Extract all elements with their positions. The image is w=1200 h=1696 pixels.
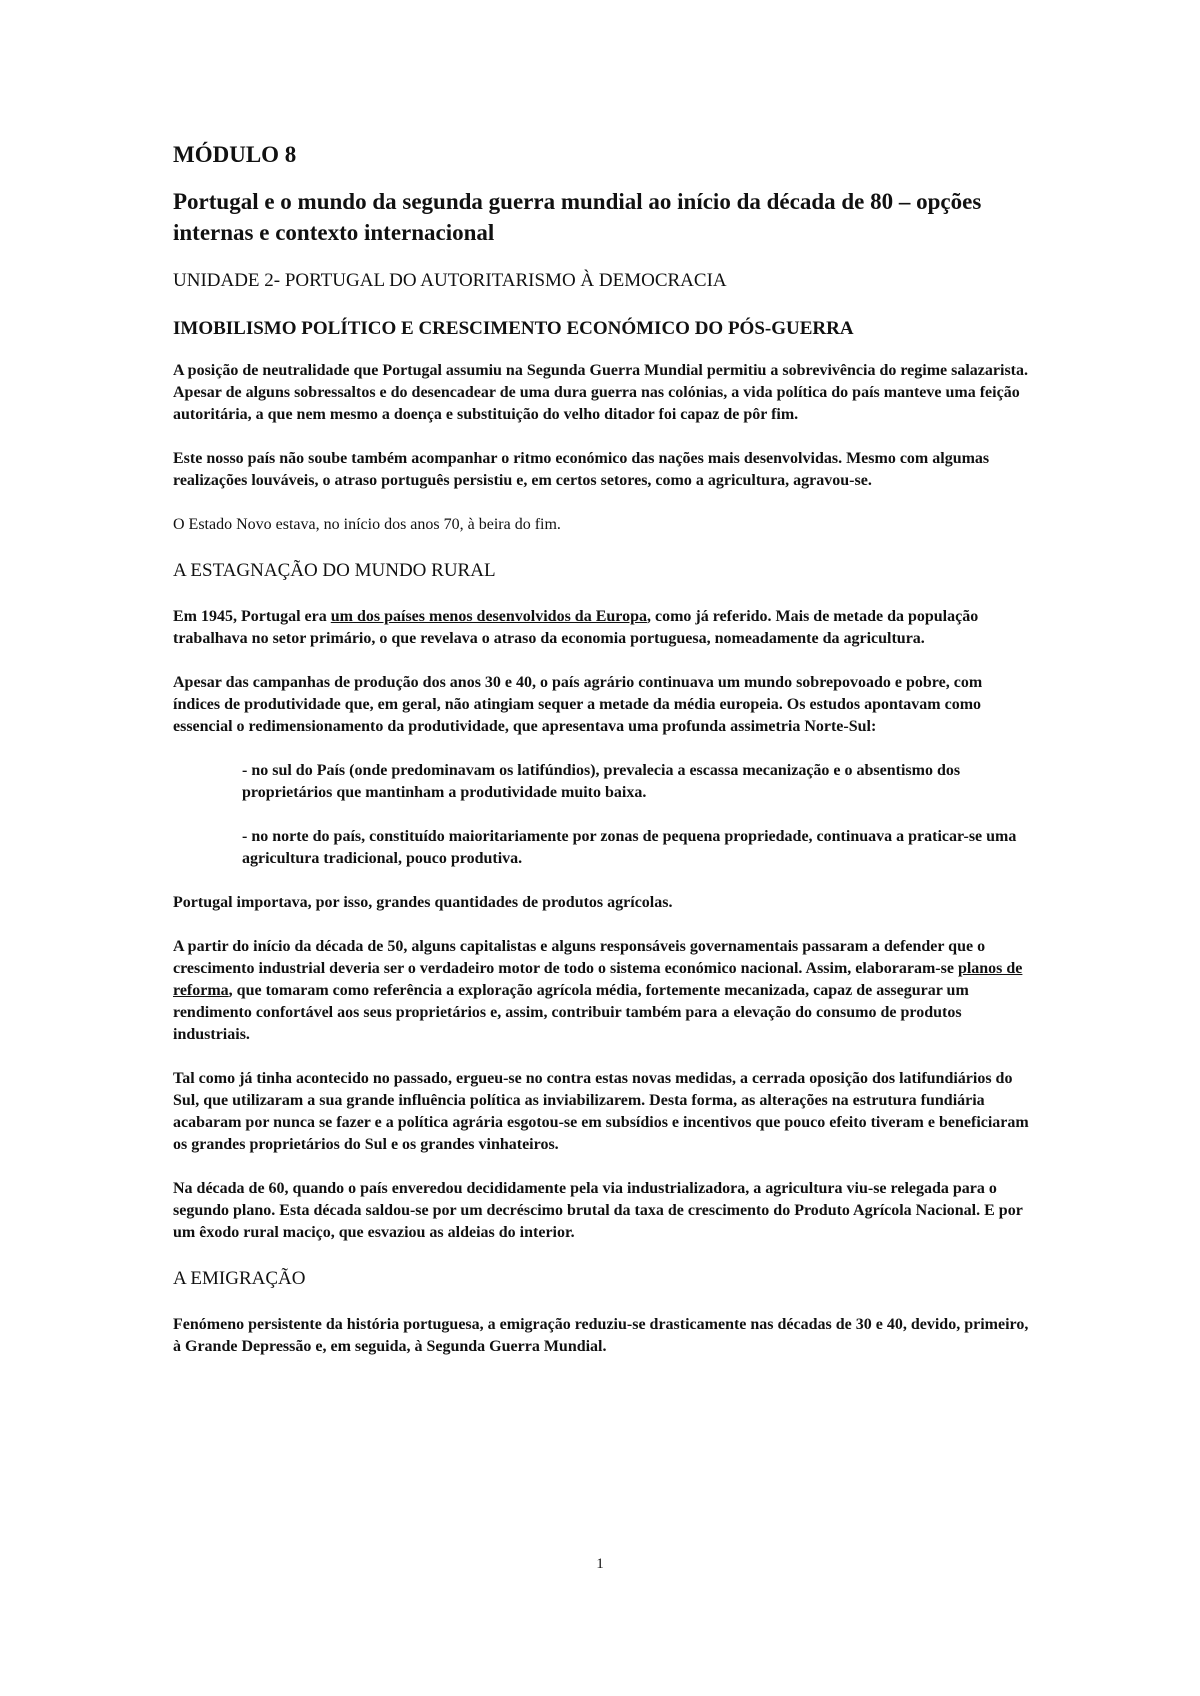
text-run: A partir do início da década de 50, alguns capitalistas e alguns responsáveis governamentais passaram a defender que o crescimento industrial deveria ser o verdadeiro motor de todo o sistema económico nacional. Assim, elaboraram-se xyxy=(173,938,986,977)
paragraph: Apesar das campanhas de produção dos anos 30 e 40, o país agrário continuava um mundo sobrepovoado e pobre, com índices de produtividade que, em geral, não atingiam sequer a metade da média europeia. Os estudos apontavam como essencial o redimensionamento da produtividade, que apresentava uma profunda assimetria Norte-Sul: xyxy=(173,674,983,735)
section-heading-emigracao: A EMIGRAÇÃO xyxy=(173,1268,306,1289)
unit-title: UNIDADE 2- PORTUGAL DO AUTORITARISMO À DEMOCRACIA xyxy=(173,270,727,291)
paragraph: Na década de 60, quando o país enveredou decididamente pela via industrializadora, a agricultura viu-se relegada para o segundo plano. Esta década saldou-se por um decréscimo brutal da taxa de crescimento do Produto Agrícola Nacional. E por um êxodo rural maciço, que esvaziou as aldeias do interior. xyxy=(173,1180,1023,1241)
underlined-phrase: um dos países menos desenvolvidos da Europa xyxy=(330,608,647,625)
section-heading-imobilismo: IMOBILISMO POLÍTICO E CRESCIMENTO ECONÓMICO DO PÓS-GUERRA xyxy=(173,318,854,339)
section-heading-estagnacao: A ESTAGNAÇÃO DO MUNDO RURAL xyxy=(173,560,496,581)
document-page xyxy=(173,140,1033,1380)
bullet-item: - no sul do País (onde predominavam os latifúndios), prevalecia a escassa mecanização e o absentismo dos proprietários que mantinham a produtividade muito baixa. xyxy=(242,762,961,801)
bullet-item: - no norte do país, constituído maioritariamente por zonas de pequena propriedade, continuava a praticar-se uma agricultura tradicional, pouco produtiva. xyxy=(242,828,1017,867)
text-run: , como já referido. Mais de metade da população trabalhava no setor primário, o que revelava o atraso da economia portuguesa, nomeadamente da agricultura. xyxy=(173,608,979,647)
paragraph xyxy=(173,606,1033,650)
underlined-phrase: planos de reforma xyxy=(173,960,1023,999)
paragraph: Este nosso país não soube também acompanhar o ritmo económico das nações mais desenvolvidas. Mesmo com algumas realizações louváveis, o atraso português persistiu e, em certos setores, como a agricultura, agravou-se. xyxy=(173,450,990,489)
text-run: Em 1945, Portugal era xyxy=(173,608,331,625)
paragraph: Portugal importava, por isso, grandes quantidades de produtos agrícolas. xyxy=(173,894,673,911)
paragraph: A posição de neutralidade que Portugal assumiu na Segunda Guerra Mundial permitiu a sobrevivência do regime salazarista. Apesar de alguns sobressaltos e do desencadear de uma dura guerra nas colónias, a vida política do país manteve uma feição autoritária, a que nem mesmo a doença e substituição do velho ditador foi capaz de pôr fim. xyxy=(173,362,1028,423)
page-number: 1 xyxy=(596,1556,604,1572)
text-run: , que tomaram como referência a exploração agrícola média, fortemente mecanizada, capaz de assegurar um rendimento confortável aos seus proprietários e, assim, contribuir também para a elevação do consumo de produtos industriais. xyxy=(173,982,969,1043)
paragraph: Fenómeno persistente da história portuguesa, a emigração reduziu-se drasticamente nas décadas de 30 e 40, devido, primeiro, à Grande Depressão e, em seguida, à Segunda Guerra Mundial. xyxy=(173,1316,1029,1355)
paragraph xyxy=(173,936,1033,1046)
paragraph: Tal como já tinha acontecido no passado, ergueu-se no contra estas novas medidas, a cerrada oposição dos latifundiários do Sul, que utilizaram a sua grande influência política as inviabilizarem. Desta forma, as alterações na estrutura fundiária acabaram por nunca se fazer e a política agrária esgotou-se em subsídios e incentivos que pouco efeito tiveram e beneficiaram os grandes proprietários do Sul e os grandes vinhateiros. xyxy=(173,1070,1029,1153)
document-title: Portugal e o mundo da segunda guerra mundial ao início da década de 80 – opções internas e contexto internacional xyxy=(173,189,982,245)
paragraph: O Estado Novo estava, no início dos anos 70, à beira do fim. xyxy=(173,516,561,533)
module-title: MÓDULO 8 xyxy=(173,142,297,167)
